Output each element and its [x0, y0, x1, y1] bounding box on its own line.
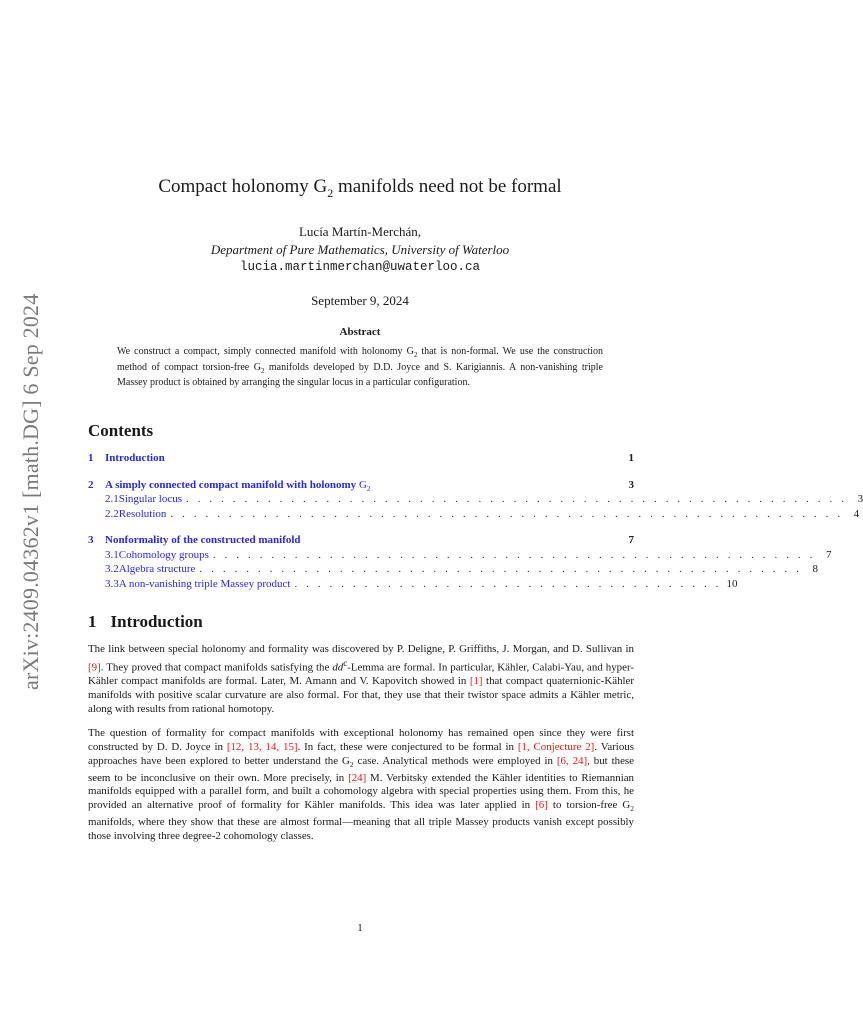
p2-text-run: 2: [349, 759, 354, 769]
p2-text-run: . In fact, these were conjectured to be formal in: [297, 740, 518, 753]
p2-text-run: The question of formality for compact manifolds with exceptional holonomy has remained open since they were first constructed by D. D. Joyce in: [88, 727, 634, 753]
citation-link[interactable]: [1]: [469, 675, 483, 688]
toc-subsection-3-3[interactable]: [88, 577, 738, 593]
p1-text-run: c: [343, 657, 348, 668]
citation-link[interactable]: [6]: [535, 799, 548, 812]
abstract-text-b: that is non-formal. We use the construction method of compact torsion-free G: [117, 346, 603, 373]
toc-subsection-number: 3.1: [105, 548, 119, 561]
toc-subsection-label[interactable]: A non-vanishing triple Massey product: [118, 577, 291, 590]
toc-section-label[interactable]: [105, 479, 370, 493]
toc-section-3[interactable]: [88, 534, 634, 549]
toc-subsection-3-1[interactable]: [88, 548, 832, 564]
toc-page-number: 8: [812, 563, 818, 575]
toc-page-number: 10: [726, 577, 738, 590]
toc-subsection-2-1[interactable]: [88, 493, 863, 508]
toc-section-1[interactable]: [88, 452, 634, 467]
citation-link[interactable]: 13,: [248, 740, 262, 753]
toc-section-number: 2: [88, 478, 94, 491]
citation-link[interactable]: [24]: [348, 771, 367, 784]
toc-section-2[interactable]: [88, 479, 634, 494]
p2-text-run: . Various approaches have been explored to better understand the G: [88, 740, 634, 767]
p2-text-run: , but these seem to be inconclusive on their own. More precisely, in: [88, 754, 634, 784]
title-main: Compact holonomy G: [158, 176, 328, 197]
p2-text-run: M. Verbitsky extended the Kähler identities to Riemannian manifolds equipped with a parallel form, and built a cohomology algebra with special properties using them. From this, he provided an alternative proof of formality for Kähler manifolds. This idea was later applied in: [88, 771, 635, 812]
toc-page-number: 7: [628, 534, 634, 546]
toc-subsection-3-2[interactable]: [88, 563, 818, 578]
p2-text-run: case. Analytical methods were employed in: [353, 754, 557, 767]
p1-text-run: . They proved that compact manifolds satisfying the: [100, 661, 333, 674]
toc-leader-dots: . . . . . . . . . . . . . . . . . . . . . . . . . . . . . . . . . . . . . . . . . . . . . . . . . . . .: [212, 548, 816, 561]
p1-text-run: that compact quaternionic-Kähler manifolds with positive scalar curvature are also formal. For that, they use that their twistor space admits a Kähler metric, along with results from rational homotopy.: [88, 675, 634, 715]
citation-link[interactable]: [6,: [556, 754, 569, 767]
toc-section-label[interactable]: Introduction: [105, 452, 165, 464]
page-number: 1: [357, 922, 363, 934]
intro-paragraph-1: [88, 643, 634, 717]
abstract-sub-b: 2: [260, 366, 265, 375]
abstract-text-a: We construct a compact, simply connected manifold with holonomy G: [117, 346, 414, 357]
p1-text-run: The link between special holonomy and formality was discovered by P. Deligne, P. Griffiths, J. Morgan, and D. Sullivan in: [88, 643, 634, 655]
toc-page-number: 4: [853, 507, 860, 520]
toc-section-label-text: A simply connected compact manifold with holonomy: [105, 478, 359, 491]
toc-page-number: 3: [857, 493, 863, 505]
toc-subsection-label[interactable]: Singular locus: [118, 493, 182, 505]
toc-leader-dots: . . . . . . . . . . . . . . . . . . . . . . . . . . . . . . . . . . . . . . . . . . . . . . . . . . . . . . . . .: [186, 493, 848, 505]
section-heading-introduction: [88, 612, 203, 632]
toc-section-number: 3: [88, 534, 94, 546]
citation-link[interactable]: [9]: [88, 661, 101, 674]
toc-leader-dots: . . . . . . . . . . . . . . . . . . . . . . . . . . . . . . . . . . . . . . . . . . . . . . . . . . . . . . . . . .: [170, 507, 844, 520]
toc-subsection-label[interactable]: Cohomology groups: [118, 548, 209, 561]
p2-text-run: to torsion-free G: [547, 799, 631, 812]
toc-subsection-label[interactable]: Resolution: [118, 507, 167, 520]
toc-section-label-g: G: [358, 478, 367, 491]
citation-link[interactable]: 14,: [265, 740, 280, 753]
citation-link[interactable]: 24]: [572, 754, 588, 767]
p1-text-run: dd: [332, 661, 344, 674]
author-name: Lucía Martín-Merchán,: [298, 224, 421, 239]
toc-subsection-number: 3.3: [105, 577, 119, 590]
toc-leader-dots: . . . . . . . . . . . . . . . . . . . . . . . . . . . . . . . . . . . . . . . . . . . . . . . . . . . .: [199, 563, 802, 575]
toc-page-number: 1: [628, 452, 634, 464]
abstract-sub-a: 2: [413, 351, 418, 359]
citation-link[interactable]: [1, Conjecture 2]: [517, 740, 595, 753]
toc-subsection-number: 2.1: [105, 493, 119, 505]
toc-page-number: 3: [628, 478, 634, 491]
citation-link[interactable]: [12,: [226, 740, 245, 753]
section-title: Introduction: [110, 612, 203, 631]
paper-title: [0, 176, 720, 201]
toc-section-number: 1: [88, 452, 94, 464]
title-rest: manifolds need not be formal: [333, 176, 562, 197]
p1-text-run: -Lemma are formal. In particular, Kähler, Calabi-Yau, and hyper-Kähler compact manifolds are formal. Later, M. Amann and V. Kapovitch showed in: [88, 661, 634, 688]
citation-link[interactable]: 15]: [283, 740, 298, 753]
title-subscript: 2: [327, 185, 334, 200]
author-affiliation: Department of Pure Mathematics, University of Waterloo: [210, 242, 510, 257]
toc-subsection-number: 2.2: [105, 507, 119, 520]
abstract-body: [117, 346, 603, 390]
table-of-contents: [88, 452, 863, 592]
toc-section-label-subscript: 2: [366, 484, 371, 493]
toc-page-number: 7: [825, 548, 832, 561]
author-email[interactable]: lucia.martinmerchan@uwaterloo.ca: [239, 260, 481, 274]
p2-text-run: manifolds, where they show that these are almost formal—meaning that all triple Massey products vanish except possibly those involving three degree-2 cohomology classes.: [88, 816, 634, 842]
paper-date: September 9, 2024: [311, 293, 409, 308]
section-number: 1: [88, 612, 97, 631]
toc-section-label[interactable]: Nonformality of the constructed manifold: [105, 534, 301, 546]
toc-leader-dots: . . . . . . . . . . . . . . . . . . . . . . . . . . . . . . . . . . . . .: [294, 577, 722, 590]
p2-text-run: 2: [630, 804, 634, 814]
toc-subsection-number: 3.2: [105, 563, 119, 575]
abstract-text-c: manifolds developed by D.D. Joyce and S. Karigiannis. A non-vanishing triple Massey product is obtained by arranging the singular locus in a particular configuration.: [117, 361, 603, 389]
toc-subsection-2-2[interactable]: [88, 507, 860, 523]
toc-subsection-label[interactable]: Algebra structure: [118, 563, 196, 575]
intro-paragraph-2: [88, 727, 634, 844]
abstract-heading: Abstract: [339, 326, 381, 338]
contents-heading: Contents: [88, 421, 154, 440]
arxiv-side-stamp: arXiv:2409.04362v1 [math.DG] 6 Sep 2024: [18, 293, 43, 690]
